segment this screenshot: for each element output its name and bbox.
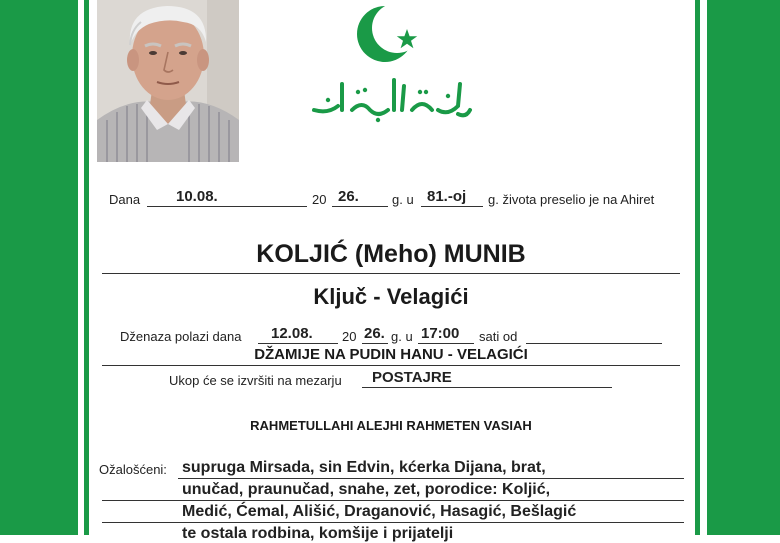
mourners-line: supruga Mirsada, sin Edvin, kćerka Dijana, brat, <box>182 459 546 476</box>
death-year-underline <box>332 206 388 207</box>
funeral-location: DŽAMIJE NA PUDIN HANU - VELAGIĆI <box>254 346 528 363</box>
ahiret-text: g. života preselio je na Ahiret <box>488 192 655 207</box>
mourners-underline <box>178 478 684 479</box>
deceased-name: KOLJIĆ (Meho) MUNIB <box>256 240 526 268</box>
name-underline <box>102 273 680 274</box>
mourners-underline <box>102 500 684 501</box>
prayer-text: RAHMETULLAHI ALEJHI RAHMETEN VASIAH <box>250 418 532 433</box>
burial-label: Ukop će se izvršiti na mezarju <box>169 373 342 388</box>
arabic-calligraphy-intiqal-icon <box>308 70 473 125</box>
mourners-line: Medić, Ćemal, Ališić, Draganović, Hasagić, Bešlagić <box>182 503 577 520</box>
sati-underline <box>526 343 662 344</box>
funeral-year-underline <box>362 343 388 344</box>
mourners-line: te ostala rodbina, komšije i prijatelji <box>182 525 454 542</box>
right-green-stripe <box>695 0 700 535</box>
crescent-star-icon <box>355 2 425 66</box>
cemetery-name: POSTAJRE <box>372 369 452 386</box>
mourners-label: Ožalošćeni: <box>99 462 167 477</box>
left-green-stripe <box>84 0 89 535</box>
dana-label: Dana <box>109 192 141 207</box>
funeral-date-underline <box>258 343 338 344</box>
funeral-year-prefix: 20 <box>342 329 357 344</box>
death-year: 26. <box>338 188 359 205</box>
sati-label: sati od <box>479 329 518 344</box>
funeral-time: 17:00 <box>421 325 460 342</box>
funeral-g-u-label: g. u <box>391 329 413 344</box>
death-date-underline <box>147 206 307 207</box>
mourners-line: unučad, praunučad, snahe, zet, porodice: Koljić, <box>182 481 551 498</box>
funeral-date: 12.08. <box>271 325 313 342</box>
deceased-place: Ključ - Velagići <box>313 284 469 309</box>
left-green-border <box>0 0 78 535</box>
age-underline <box>421 206 483 207</box>
mourners-underline <box>102 522 684 523</box>
funeral-time-underline <box>418 343 474 344</box>
funeral-label: Dženaza polazi dana <box>120 329 242 344</box>
location-underline <box>102 365 680 366</box>
death-date: 10.08. <box>176 188 218 205</box>
age: 81.-oj <box>427 188 467 205</box>
cemetery-underline <box>362 387 612 388</box>
year-prefix-label: 20 <box>312 192 327 207</box>
deceased-portrait-photo <box>97 0 239 162</box>
g-u-label: g. u <box>392 192 414 207</box>
right-green-border <box>707 0 780 535</box>
funeral-year: 26. <box>364 325 385 342</box>
